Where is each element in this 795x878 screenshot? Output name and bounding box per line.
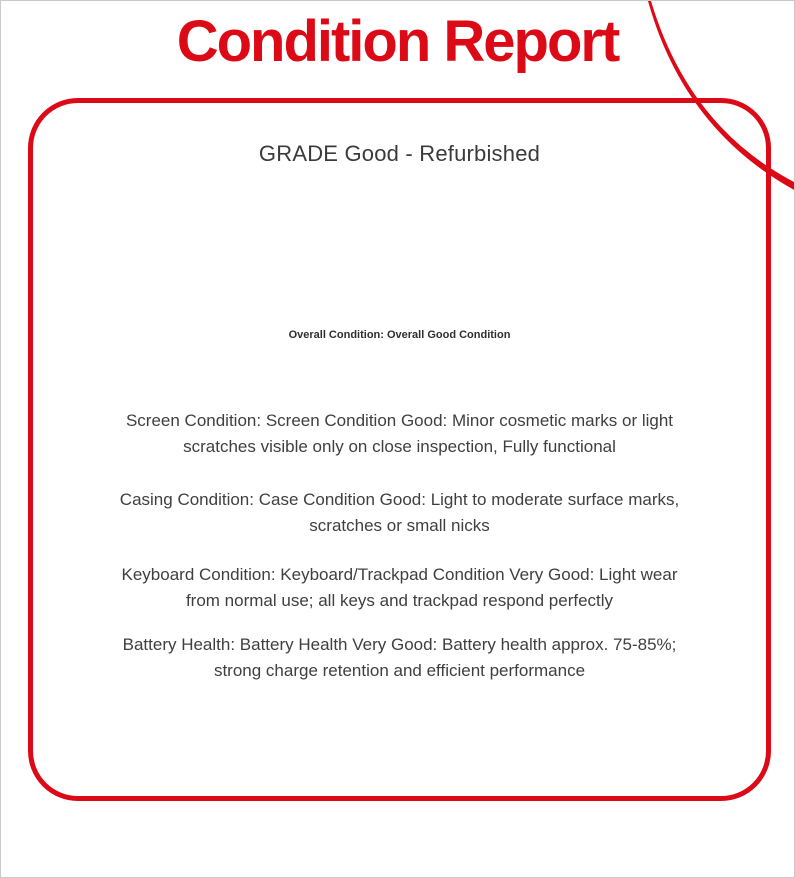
page-title: Condition Report	[176, 9, 619, 74]
section-line: scratches or small nicks	[309, 516, 490, 535]
section-line: from normal use; all keys and trackpad respond perfectly	[185, 591, 614, 610]
section-line: Screen Condition: Screen Condition Good: Minor cosmetic marks or light	[125, 411, 674, 430]
section-battery-health	[33, 632, 766, 684]
section-screen-condition	[33, 408, 766, 460]
section-line: scratches visible only on close inspection, Fully functional	[183, 437, 616, 456]
section-line: Keyboard Condition: Keyboard/Trackpad Condition Very Good: Light wear	[121, 565, 678, 584]
section-keyboard-condition	[33, 562, 766, 614]
report-border-box	[28, 98, 771, 801]
section-line: strong charge retention and efficient performance	[213, 661, 586, 680]
grade-heading: GRADE Good - Refurbished	[258, 141, 541, 166]
overall-condition-text: Overall Condition: Overall Good Condition	[288, 329, 511, 341]
section-line: Battery Health: Battery Health Very Good: Battery health approx. 75-85%;	[122, 635, 677, 654]
section-casing-condition	[33, 487, 766, 539]
section-line: Casing Condition: Case Condition Good: Light to moderate surface marks,	[119, 490, 680, 509]
